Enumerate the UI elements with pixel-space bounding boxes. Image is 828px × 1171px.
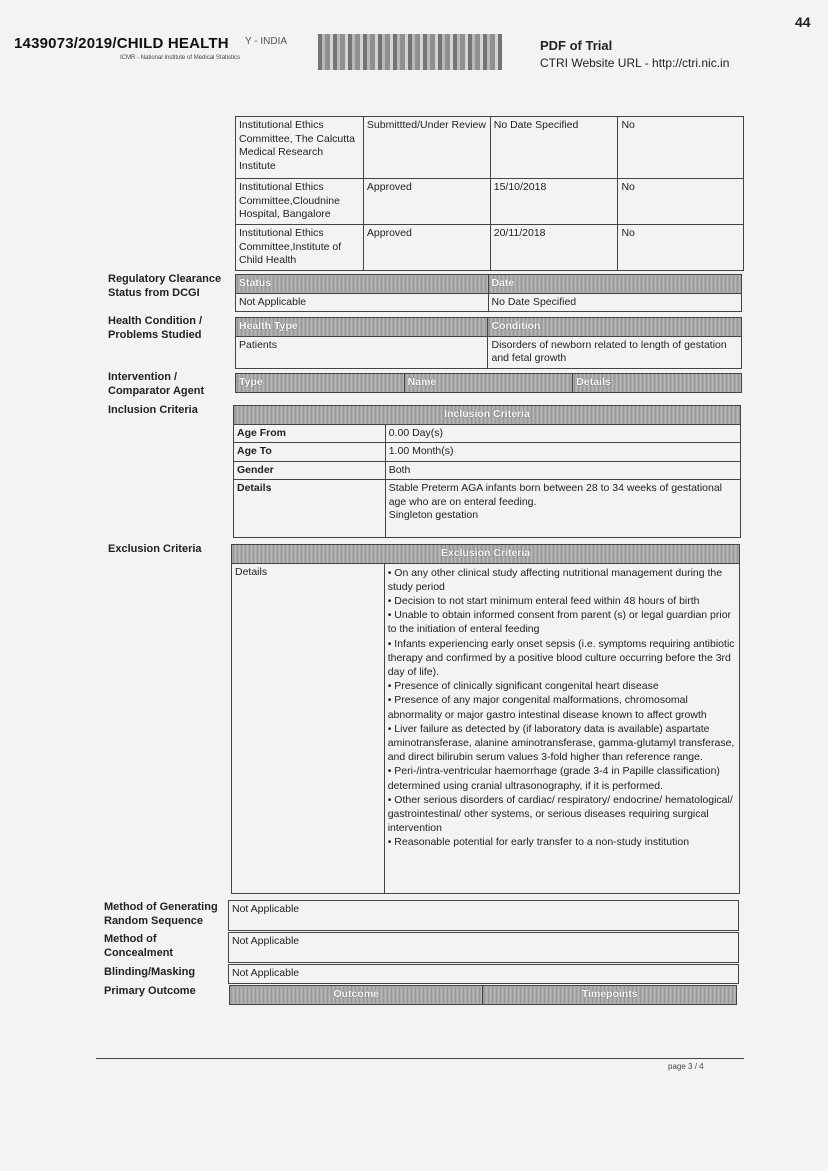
table-row [236,179,744,225]
list-item: • Liver failure as detected by (if laboratory data is available) aspartate aminotransferase, alanine aminotransferase, gamma-glutamyl transferase, and direct bilirubin serum values 3-fold higher than reference range. [387,722,735,764]
blinding-label: Blinding/Masking [104,966,196,978]
method-concealment-table [228,932,739,963]
list-item: • Decision to not start minimum enteral feed within 48 hours of birth [387,594,700,607]
list-item: • Other serious disorders of cardiac/ respiratory/ endocrine/ hematological/ gastrointestinal/ other systems, or serious diseases requiring surgical intervention [387,793,733,835]
exclusion-details-label: Details [232,563,385,893]
blinding-table [228,964,739,984]
age-to-value: 1.00 Month(s) [385,443,740,462]
regulatory-label: Regulatory Clearance Status from DCGI [108,273,222,299]
health-label: Health Condition / Problems Studied [108,315,203,341]
trial-reference: 1439073/2019/CHILD HEALTH [14,35,229,52]
inclusion-details-value [385,480,740,538]
table-row [234,461,741,480]
timepoints-header: Timepoints [483,986,737,1005]
list-item: • Presence of clinically significant congenital heart disease [387,680,659,693]
name-header: Name [404,374,573,393]
table-row [236,374,742,393]
table-row [236,225,744,271]
table-row [236,318,742,337]
status-cell: Submittted/Under Review [363,117,490,179]
committee-cell: Institutional Ethics Committee,Institute of Child Health [236,225,364,271]
regulatory-table [235,274,742,312]
list-item: • Unable to obtain informed consent from parent (s) or legal guardian prior to the initiation of enteral feeding [387,609,732,636]
inclusion-label: Inclusion Criteria [108,404,198,416]
list-item: • Peri-/intra-ventricular haemorrhage (grade 3-4 in Papille classification) determined using cranial ultrasonography, if it is performed. [387,765,720,792]
footer-divider [96,1058,744,1059]
status-header: Status [236,275,489,294]
table-row [234,424,741,443]
intervention-table [235,373,742,393]
gender-label: Gender [234,461,386,480]
list-item: • Reasonable potential for early transfer to a non-study institution [387,836,690,849]
method-random-value: Not Applicable [229,901,739,931]
inclusion-details-label: Details [234,480,386,538]
table-row [236,275,742,294]
exclusion-header: Exclusion Criteria [232,545,740,564]
age-from-value: 0.00 Day(s) [385,424,740,443]
date-cell: No Date Specified [490,117,618,179]
health-table [235,317,742,369]
date-cell: 20/11/2018 [490,225,618,271]
date-value: No Date Specified [488,293,742,312]
table-row [234,443,741,462]
list-item: • Infants experiencing early onset sepsis (i.e. symptoms requiring antibiotic therapy and confirmed by a positive blood culture occurring before the 3rd day of life). [387,637,735,678]
method-concealment-value: Not Applicable [229,933,739,963]
status-value: Not Applicable [236,293,489,312]
status-cell: Approved [363,179,490,225]
method-random-table [228,900,739,931]
date-cell: 15/10/2018 [490,179,618,225]
inclusion-table [233,405,741,538]
header-banner-image [318,34,502,70]
table-row [236,336,742,368]
table-row [234,406,741,425]
method-concealment-label: Method of Concealment [104,933,174,959]
ethics-table [235,116,744,271]
exclusion-details-value [384,563,739,893]
age-from-label: Age From [234,424,386,443]
list-item: • On any other clinical study affecting nutritional management during the study period [387,566,723,593]
age-to-label: Age To [234,443,386,462]
condition-header: Condition [488,318,742,337]
condition-value: Disorders of newborn related to length of gestation and fetal growth [488,336,742,368]
ctri-url: CTRI Website URL - http://ctri.nic.in [540,56,730,70]
table-row [229,965,739,984]
method-random-label: Method of Generating Random Sequence [104,901,218,927]
exclusion-table [231,544,740,894]
details-header: Details [573,374,742,393]
outcome-header: Outcome [230,986,483,1005]
status-cell: Approved [363,225,490,271]
header-small-text: Y - INDIA [245,36,288,47]
pdf-title: PDF of Trial [540,38,613,53]
table-row [236,293,742,312]
table-row [232,545,740,564]
inclusion-details-2: Singleton gestation [388,509,479,521]
committee-cell: Institutional Ethics Committee,Cloudnine Hospital, Bangalore [236,179,364,225]
table-row [230,986,737,1005]
health-type-value: Patients [236,336,488,368]
table-row [229,901,739,931]
inclusion-header: Inclusion Criteria [234,406,741,425]
inclusion-details-1: Stable Preterm AGA infants born between 28 to 34 weeks of gestational age who are on enteral feeding. [388,482,723,508]
primary-outcome-table [229,985,737,1005]
blinding-value: Not Applicable [229,965,739,984]
table-row [229,933,739,963]
committee-cell: Institutional Ethics Committee, The Calcutta Medical Research Institute [236,117,364,179]
icmr-text: ICMR - National Institute of Medical Statistics [120,55,241,61]
list-item: • Presence of any major congenital malformations, chromosomal abnormality or major gastro intestinal disease known to affect growth [387,694,707,721]
date-header: Date [488,275,742,294]
intervention-label: Intervention / Comparator Agent [108,371,205,397]
page-footer: page 3 / 4 [668,1062,704,1071]
flag-cell: No [618,117,744,179]
table-row [236,117,744,179]
gender-value: Both [385,461,740,480]
flag-cell: No [618,225,744,271]
primary-outcome-label: Primary Outcome [104,985,196,997]
table-row [232,563,740,893]
table-row [234,480,741,538]
health-type-header: Health Type [236,318,488,337]
type-header: Type [236,374,405,393]
exclusion-label: Exclusion Criteria [108,543,202,555]
page-number: 44 [795,14,811,30]
flag-cell: No [618,179,744,225]
